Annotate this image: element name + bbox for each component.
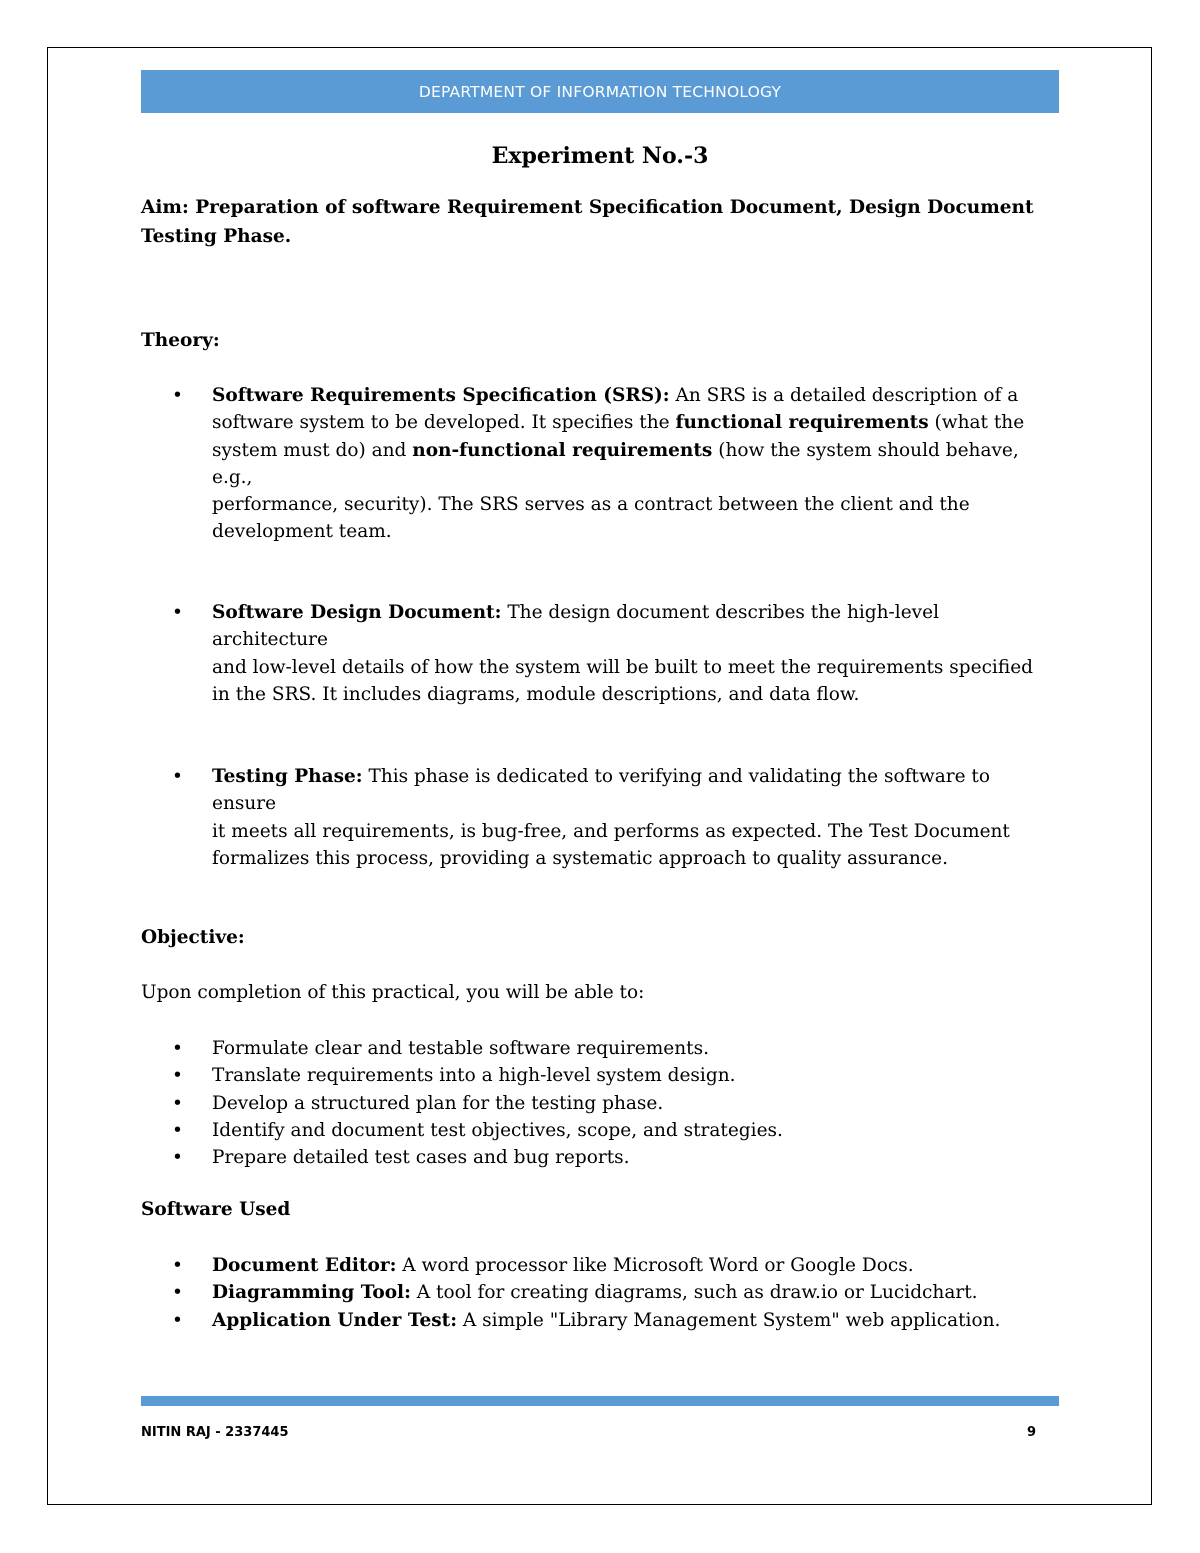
testing-line-3: formalizes this process, providing a systematic approach to quality assurance. — [212, 847, 948, 869]
srs-line-1: Software Requirements Specification (SRS): An SRS is a detailed description of a — [212, 385, 1019, 406]
list-item — [141, 763, 1059, 872]
testing-line-1: Testing Phase: This phase is dedicated to verifying and validating the software to ensure — [212, 766, 990, 815]
software-heading: Software Used — [141, 1199, 291, 1220]
objective-list — [141, 1035, 1059, 1171]
department-title: DEPARTMENT OF INFORMATION TECHNOLOGY — [418, 82, 782, 101]
page-number: 9 — [1027, 1425, 1037, 1440]
list-item — [141, 382, 1059, 546]
bullet-icon: • — [172, 1119, 183, 1141]
design-line-1: Software Design Document: The design document describes the high-level architecture — [212, 602, 939, 651]
bullet-icon: • — [172, 766, 183, 787]
theory-heading: Theory: — [141, 330, 220, 351]
bullet-icon: • — [172, 1092, 183, 1114]
header-bar — [141, 70, 1059, 113]
footer-bar — [141, 1396, 1059, 1406]
theory-design-list — [141, 599, 1059, 708]
testing-line-2: it meets all requirements, is bug-free, and performs as expected. The Test Document — [212, 820, 1010, 842]
srs-line-4: performance, security). The SRS serves as a contract between the client and the — [212, 494, 970, 516]
aim-line-2: Testing Phase. — [141, 226, 292, 247]
theory-testing-list — [141, 763, 1059, 872]
design-line-3: in the SRS. It includes diagrams, module descriptions, and data flow. — [212, 683, 860, 705]
list-item: • Application Under Test: A simple "Library Management System" web application. — [141, 1307, 1059, 1334]
software-list — [141, 1252, 1059, 1334]
theory-srs-list — [141, 382, 1059, 546]
list-item: • Document Editor: A word processor like Microsoft Word or Google Docs. — [141, 1252, 1059, 1279]
srs-line-3: system must do) and non-functional requirements (how the system should behave, e.g., — [212, 439, 1019, 488]
objective-heading: Objective: — [141, 927, 245, 948]
bullet-icon: • — [172, 1282, 183, 1304]
srs-line-5: development team. — [212, 521, 392, 543]
list-item: • Diagramming Tool: A tool for creating diagrams, such as draw.io or Lucidchart. — [141, 1279, 1059, 1306]
bullet-icon: • — [172, 1309, 183, 1331]
list-item: • Formulate clear and testable software requirements. — [141, 1035, 1059, 1062]
design-line-2: and low-level details of how the system will be built to meet the requirements specified — [212, 656, 1033, 678]
list-item — [141, 599, 1059, 708]
footer-author: NITIN RAJ - 2337445 — [141, 1425, 289, 1440]
list-item: • Translate requirements into a high-level system design. — [141, 1062, 1059, 1089]
bullet-icon: • — [172, 1147, 183, 1169]
list-item: • Identify and document test objectives, scope, and strategies. — [141, 1117, 1059, 1144]
list-item: • Prepare detailed test cases and bug reports. — [141, 1144, 1059, 1171]
objective-intro: Upon completion of this practical, you will be able to: — [141, 982, 645, 1003]
aim-line-1: Aim: Preparation of software Requirement Specification Document, Design Document — [141, 197, 1034, 218]
bullet-icon: • — [172, 1255, 183, 1276]
aim-statement — [141, 193, 1041, 251]
bullet-icon: • — [172, 385, 183, 406]
list-item: • Develop a structured plan for the testing phase. — [141, 1090, 1059, 1117]
srs-line-2: software system to be developed. It specifies the functional requirements (what the — [212, 412, 1025, 434]
bullet-icon: • — [172, 1038, 183, 1059]
experiment-title: Experiment No.-3 — [491, 143, 709, 169]
bullet-icon: • — [172, 1065, 183, 1087]
bullet-icon: • — [172, 602, 183, 623]
